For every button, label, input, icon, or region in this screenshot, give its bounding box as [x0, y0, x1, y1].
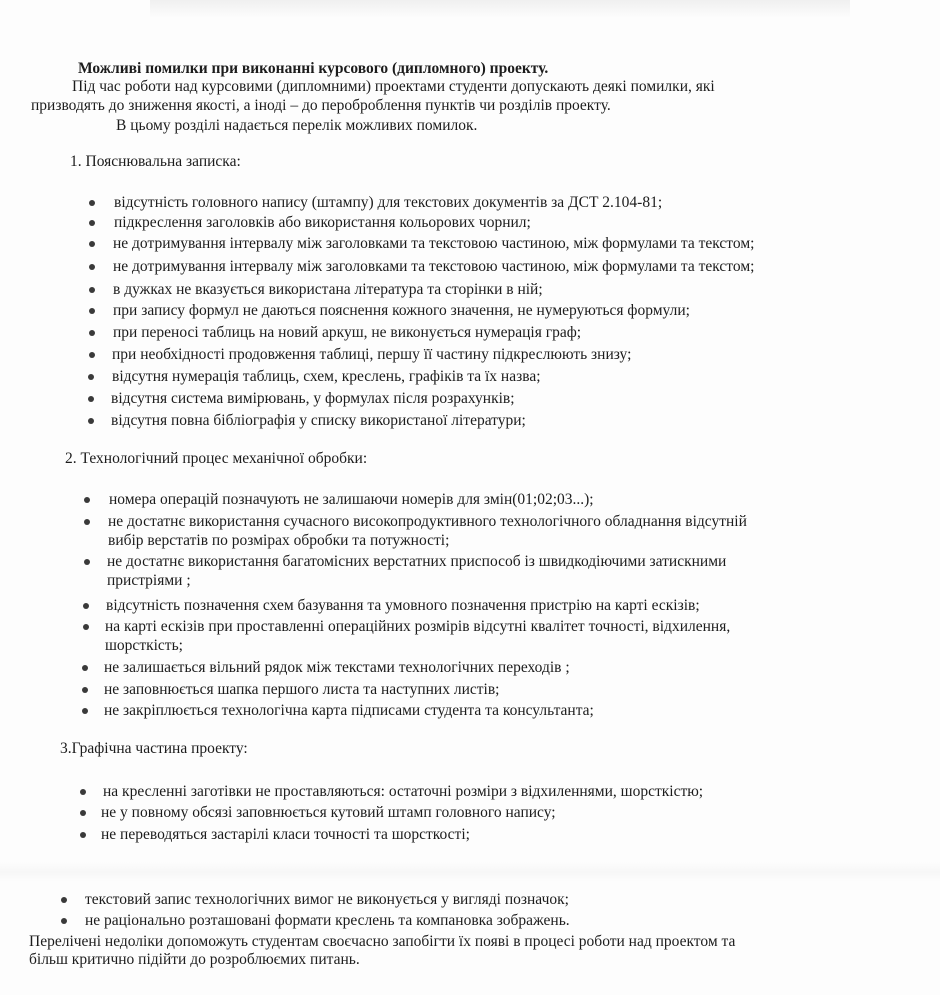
list-item: на карті ескізів при проставленні операційних розмірів відсутні квалітет точності, відхилення,: [105, 618, 731, 635]
list-item: не у повному обсязі заповнюється кутовий штамп головного напису;: [101, 804, 556, 821]
list-item: при необхідності продовження таблиці, першу її частину підкреслюють знизу;: [112, 346, 632, 363]
bullet: [88, 396, 94, 402]
bullet: [80, 789, 86, 795]
list-item: не заповнюється шапка першого листа та наступних листів;: [104, 681, 500, 698]
intro-line-2: призводять до зниження якості, а іноді – до пероброблення пунктів чи розділів проекту.: [31, 97, 611, 114]
list-item: не раціонально розташовані формати креслень та компановка зображень.: [85, 912, 570, 929]
list-item-continuation: вибір верстатів по розмірах обробки та потужності;: [108, 532, 450, 549]
bullet: [82, 708, 88, 714]
bullet: [89, 330, 95, 336]
bullet: [84, 559, 90, 565]
list-item: не закріплюється технологічна карта підписами студента та консультанта;: [104, 702, 594, 719]
conclusion-line-1: Перелічені недоліки допоможуть студентам своєчасно запобігти їх появі в процесі роботи над проектом та: [29, 933, 736, 950]
section-2-heading: 2. Технологічний процес механічної обробки:: [65, 450, 368, 467]
list-item: на кресленні заготівки не проставляються: остаточні розміри з відхиленнями, шорсткістю;: [103, 783, 704, 800]
bullet: [89, 308, 95, 314]
scan-seam: [0, 862, 940, 882]
list-item: текстовий запис технологічних вимог не виконується у вигляді позначок;: [85, 891, 569, 908]
list-item: при переносі таблиць на новий аркуш, не виконується нумерація граф;: [113, 324, 582, 341]
bullet: [83, 624, 89, 630]
bullet: [82, 687, 88, 693]
bullet: [80, 832, 86, 838]
bullet: [89, 287, 95, 293]
bullet: [88, 374, 94, 380]
bullet: [84, 519, 90, 525]
list-item-continuation: шорсткість;: [105, 637, 183, 654]
bullet: [84, 497, 90, 503]
list-item: не достатнє використання багатомісних верстатних приспособ із швидкодіючими затискними: [107, 553, 727, 570]
scan-shadow: [150, 0, 850, 18]
list-item-continuation: пристріями ;: [107, 572, 191, 589]
list-item: відсутня повна бібліографія у списку використаної літератури;: [111, 412, 526, 429]
bullet: [82, 665, 88, 671]
intro-line-3: В цьому розділі надається перелік можливих помилок.: [116, 117, 478, 134]
list-item: при запису формул не даються пояснення кожного значення, не нумеруються формули;: [113, 302, 690, 319]
bullet: [89, 220, 95, 226]
list-item: відсутня нумерація таблиць, схем, креслень, графіків та їх назва;: [112, 368, 541, 385]
bullet: [80, 810, 86, 816]
list-item: не достатнє використання сучасного високопродуктивного технологічного обладнання відсутній: [108, 513, 747, 530]
list-item: відсутня система вимірювань, у формулах після розрахунків;: [111, 390, 515, 407]
bullet: [61, 918, 67, 924]
conclusion-line-2: більш критично підійти до розроблюємих питань.: [29, 951, 360, 968]
list-item: не дотримування інтервалу між заголовками та текстовою частиною, між формулами та текстом;: [113, 235, 755, 252]
list-item: відсутність головного напису (штампу) для текстових документів за ДСТ 2.104-81;: [114, 194, 663, 211]
bullet: [89, 200, 95, 206]
list-item: відсутність позначення схем базування та умовного позначення пристрію на карті ескізів;: [106, 597, 700, 614]
section-1-heading: 1. Пояснювальна записка:: [70, 153, 241, 170]
list-item: номера операцій позначують не залишаючи номерів для змін(01;02;03...);: [109, 491, 594, 508]
bullet: [89, 264, 95, 270]
bullet: [83, 603, 89, 609]
list-item: не дотримування інтервалу між заголовками та текстовою частиною, між формулами та текстом;: [113, 258, 755, 275]
list-item: підкреслення заголовків або використання кольорових чорнил;: [114, 214, 531, 231]
bullet: [88, 418, 94, 424]
bullet: [89, 352, 95, 358]
list-item: не залишається вільний рядок між текстами технологічних переходів ;: [104, 659, 570, 676]
bullet: [61, 897, 67, 903]
list-item: в дужках не вказується використана література та сторінки в ній;: [113, 281, 543, 298]
section-3-heading: 3.Графічна частина проекту:: [60, 740, 248, 757]
bullet: [89, 241, 95, 247]
list-item: не переводяться застарілі класи точності та шорсткості;: [101, 826, 470, 843]
page-title: Можливі помилки при виконанні курсового (дипломного) проекту.: [78, 60, 549, 77]
intro-line-1: Під час роботи над курсовими (дипломними) проектами студенти допускають деякі помилки, які: [72, 78, 715, 95]
